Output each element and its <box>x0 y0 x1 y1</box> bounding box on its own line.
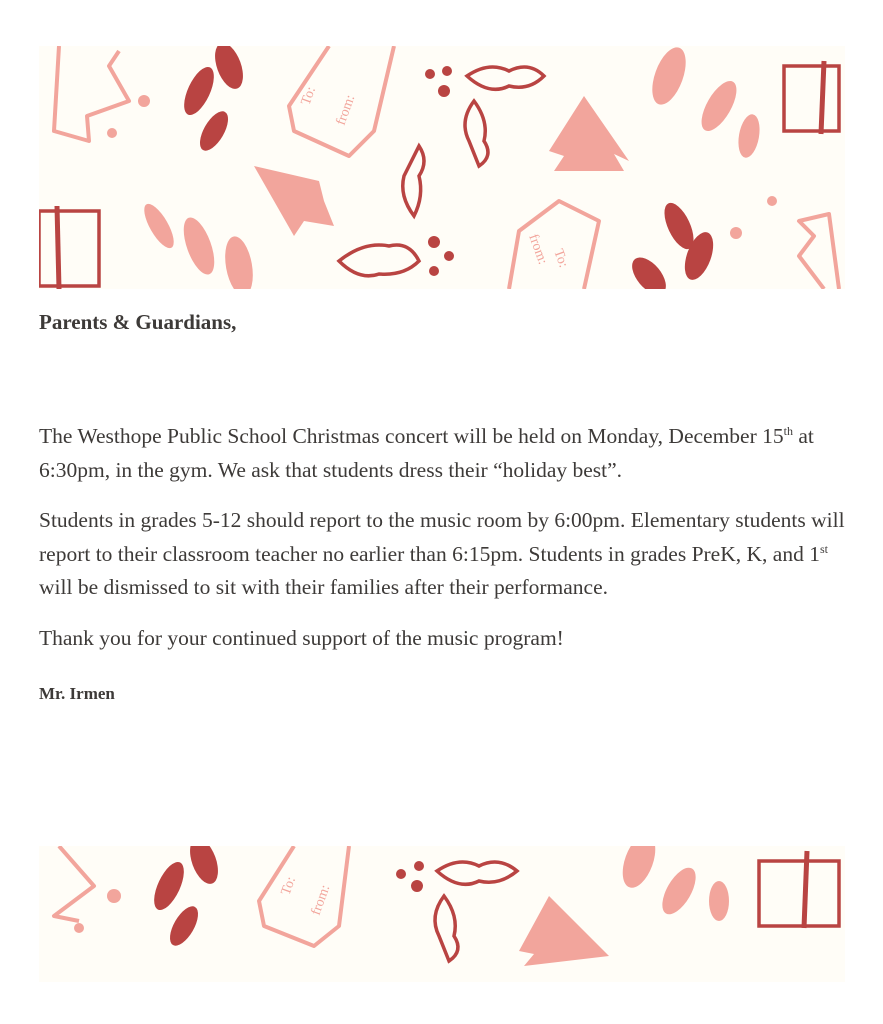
tag-from-text: from: <box>525 232 550 267</box>
text: at 6:30pm, in the gym. We ask that students dress their “holiday best”. <box>39 424 814 482</box>
text: will be dismissed to sit with their families after their performance. <box>39 575 608 599</box>
letter-greeting: Parents & Guardians, <box>39 310 237 334</box>
tag-from-text: from: <box>333 93 359 128</box>
tag-to-text: To: <box>550 247 571 270</box>
signature: Mr. Irmen <box>39 684 115 703</box>
tag-to-text: To: <box>298 84 320 108</box>
superscript: th <box>783 424 793 438</box>
holiday-pattern-image <box>39 46 845 289</box>
text: The Westhope Public School Christmas concert will be held on Monday, December 15 <box>39 424 784 448</box>
holiday-pattern-banner-top <box>39 46 845 289</box>
text: Students in grades 5-12 should report to the music room by 6:00pm. Elementary students will report to their classroom teacher no earlier than 6:15pm. Students in grades PreK, K, and 1 <box>39 508 845 566</box>
paragraph-concert-details <box>39 420 854 487</box>
paragraph-thanks: Thank you for your continued support of the music program! <box>39 625 564 650</box>
paragraph-student-instructions <box>39 504 854 605</box>
tag-from-text: from: <box>308 883 334 918</box>
superscript: st <box>819 541 828 556</box>
letter-body <box>39 420 854 728</box>
holiday-pattern-banner-bottom <box>39 846 845 982</box>
tag-to-text: To: <box>278 874 300 898</box>
holiday-pattern-image <box>39 846 845 982</box>
